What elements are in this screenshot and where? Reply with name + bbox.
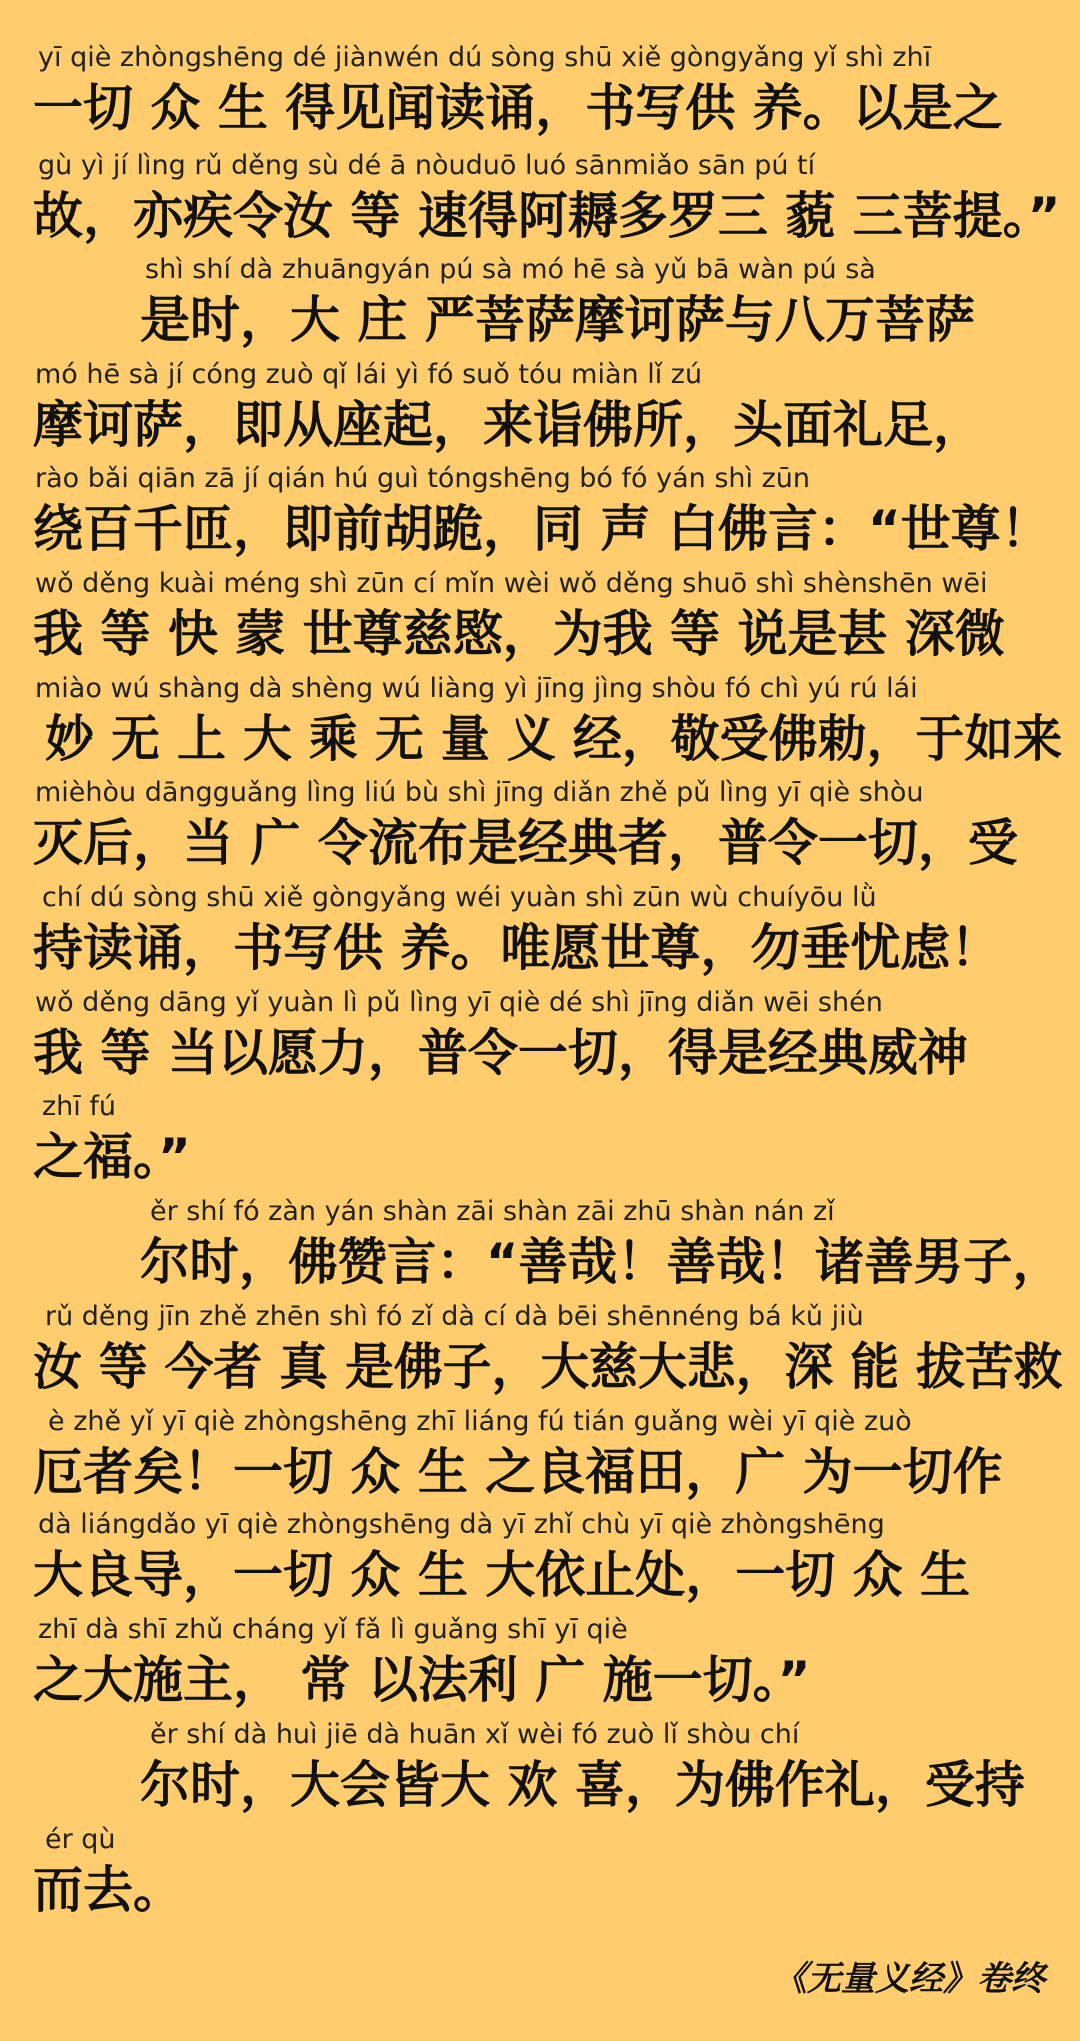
text-line xyxy=(0,250,1080,360)
hanzi-text: 一切 众 生 得见闻读诵，书写供 养。以是之 xyxy=(33,79,1003,137)
pinyin-annotation: wǒ děng kuài méng shì zūn cí mǐn wèi wǒ děng shuō shì shènshēn wēi xyxy=(35,568,988,599)
text-line xyxy=(0,564,1080,674)
hanzi-text: 之福。” xyxy=(33,1128,191,1186)
text-line xyxy=(0,983,1080,1093)
hanzi-text: 灭后，当 广 令流布是经典者，普令一切，受 xyxy=(33,814,1018,872)
text-line xyxy=(0,459,1080,569)
pinyin-annotation: dà liángdǎo yī qiè zhòngshēng dà yī zhǐ chù yī qiè zhòngshēng xyxy=(38,1509,885,1540)
pinyin-annotation: wǒ děng dāng yǐ yuàn lì pǔ lìng yī qiè dé shì jīng diǎn wēi shén xyxy=(35,987,883,1018)
text-line xyxy=(0,1297,1080,1407)
hanzi-text: 之大施主， 常 以法利 广 施一切。” xyxy=(33,1651,811,1709)
pinyin-annotation: mièhòu dāngguǎng lìng liú bù shì jīng diǎn zhě pǔ lìng yī qiè shòu xyxy=(35,777,924,808)
text-line xyxy=(0,1087,1080,1197)
pinyin-annotation: chí dú sòng shū xiě gòngyǎng wéi yuàn shì zūn wù chuíyōu lǜ xyxy=(42,882,877,913)
text-line xyxy=(0,1715,1080,1825)
text-line xyxy=(0,1820,1080,1930)
pinyin-annotation: yī qiè zhòngshēng dé jiànwén dú sòng shū xiě gòngyǎng yǐ shì zhī xyxy=(38,42,932,73)
hanzi-text: 绕百千匝，即前胡跪，同 声 白佛言：“世尊！ xyxy=(33,500,1051,558)
pinyin-annotation: shì shí dà zhuāngyán pú sà mó hē sà yǔ bā wàn pú sà xyxy=(145,254,876,285)
hanzi-text: 持读诵，书写供 养。唯愿世尊，勿垂忧虑！ xyxy=(33,919,1001,977)
pinyin-annotation: rǔ děng jīn zhě zhēn shì fó zǐ dà cí dà bēi shēnnéng bá kǔ jiù xyxy=(45,1301,864,1332)
hanzi-text: 尔时，佛赞言：“善哉！善哉！诸善男子， xyxy=(140,1233,1062,1291)
pinyin-annotation: ěr shí dà huì jiē dà huān xǐ wèi fó zuò lǐ shòu chí xyxy=(150,1719,800,1750)
pinyin-annotation: zhī fú xyxy=(42,1091,116,1122)
hanzi-text: 汝 等 今者 真 是佛子，大慈大悲，深 能 拔苦救 xyxy=(33,1338,1063,1396)
hanzi-text: 故，亦疾令汝 等 速得阿耨多罗三 藐 三菩提。” xyxy=(33,187,1061,245)
hanzi-text: 我 等 快 蒙 世尊慈愍，为我 等 说是甚 深微 xyxy=(33,605,1005,663)
text-line xyxy=(0,1505,1080,1615)
text-line xyxy=(0,669,1080,779)
text-line xyxy=(0,1192,1080,1302)
text-line xyxy=(0,38,1080,148)
text-line xyxy=(0,878,1080,988)
pinyin-annotation: rào bǎi qiān zā jí qián hú guì tóngshēng bó fó yán shì zūn xyxy=(35,463,811,494)
text-line xyxy=(0,1610,1080,1720)
hanzi-text: 尔时，大会皆大 欢 喜，为佛作礼，受持 xyxy=(140,1756,1025,1814)
text-line xyxy=(0,355,1080,465)
hanzi-text: 是时，大 庄 严菩萨摩诃萨与八万菩萨 xyxy=(140,291,975,349)
pinyin-annotation: zhī dà shī zhǔ cháng yǐ fǎ lì guǎng shī yī qiè xyxy=(38,1614,628,1645)
hanzi-text: 摩诃萨，即从座起，来诣佛所，头面礼足， xyxy=(33,396,983,454)
end-of-volume-caption: 《无量义经》卷终 xyxy=(773,1959,1045,1999)
hanzi-text: 我 等 当以愿力，普令一切，得是经典威神 xyxy=(33,1024,968,1082)
hanzi-text: 而去。 xyxy=(33,1861,183,1919)
text-line xyxy=(0,146,1080,256)
pinyin-annotation: ěr shí fó zàn yán shàn zāi shàn zāi zhū shàn nán zǐ xyxy=(150,1196,835,1227)
hanzi-text: 大良导，一切 众 生 大依止处，一切 众 生 xyxy=(33,1546,971,1604)
pinyin-annotation: gù yì jí lìng rǔ děng sù dé ā nòuduō luó sānmiǎo sān pú tí xyxy=(38,150,816,181)
pinyin-annotation: mó hē sà jí cóng zuò qǐ lái yì fó suǒ tóu miàn lǐ zú xyxy=(35,359,703,390)
pinyin-annotation: miào wú shàng dà shèng wú liàng yì jīng jìng shòu fó chì yú rú lái xyxy=(35,673,918,704)
pinyin-annotation: ér qù xyxy=(45,1824,116,1855)
hanzi-text: 厄者矣！一切 众 生 之良福田，广 为一切作 xyxy=(33,1443,1003,1501)
text-line xyxy=(0,1402,1080,1512)
text-line xyxy=(0,773,1080,883)
pinyin-annotation: è zhě yǐ yī qiè zhòngshēng zhī liáng fú tián guǎng wèi yī qiè zuò xyxy=(48,1406,912,1437)
hanzi-text: 妙 无 上 大 乘 无 量 义 经，敬受佛勅，于如来 xyxy=(45,710,1063,768)
